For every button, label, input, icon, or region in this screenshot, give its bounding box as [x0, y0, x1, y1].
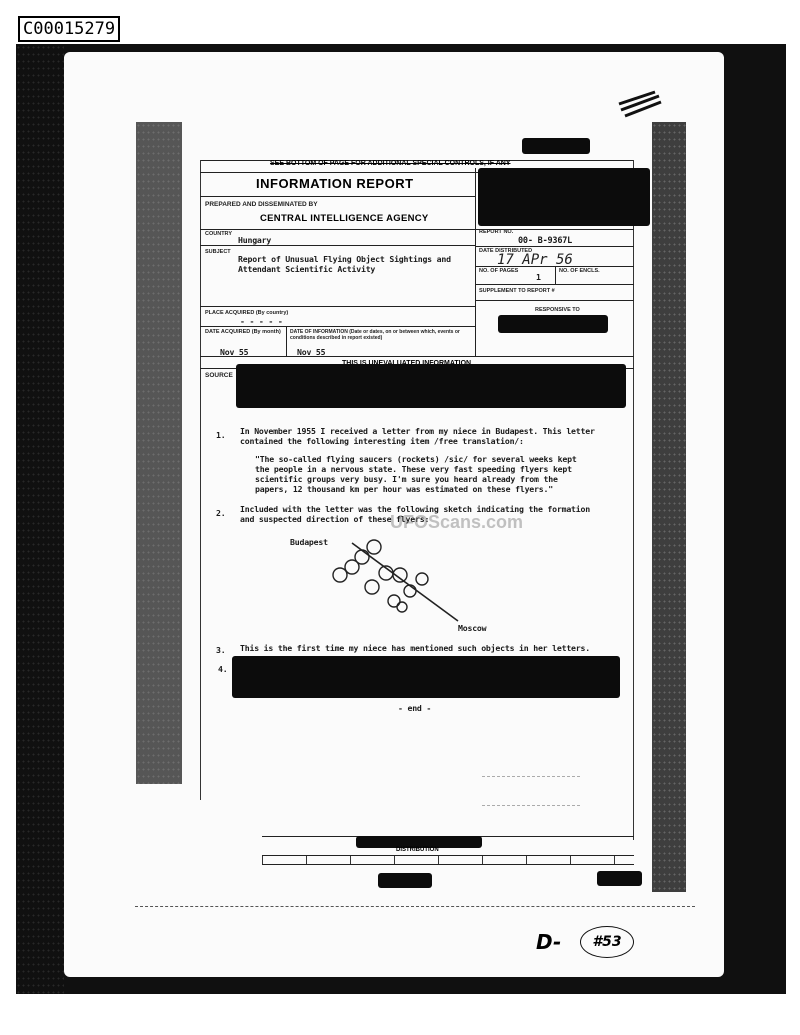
redaction-header-right	[478, 168, 650, 226]
handwritten-mark: D-	[536, 930, 562, 954]
date-distributed-value: 17 APr 56	[497, 252, 573, 268]
watermark: UFOScans.com	[390, 512, 524, 532]
scan-noise-right	[652, 122, 686, 892]
country-label: COUNTRY	[205, 231, 232, 237]
redaction-top	[522, 138, 590, 154]
place-value: - - - - -	[240, 316, 283, 326]
para-2-line-1: Included with the letter was the following sketch indicating the formation	[240, 504, 590, 514]
report-no-label: REPORT NO.	[479, 229, 514, 235]
subject-line-2: Attendant Scientific Activity	[238, 264, 376, 274]
pages-label: NO. OF PAGES	[479, 268, 519, 274]
distribution-label: DISTRIBUTION	[396, 847, 439, 853]
subject-line-1: Report of Unusual Flying Object Sightings and	[238, 254, 451, 264]
quote-line-2: the people in a nervous state. These very fast speeding flyers kept	[255, 464, 572, 474]
para-1-line-2: contained the following interesting item /free translation/:	[240, 436, 524, 446]
scan-noise-left	[136, 122, 182, 784]
date-distributed-label: DATE DISTRIBUTED	[479, 248, 533, 254]
para-1-number: 1.	[216, 430, 226, 440]
distribution-grid	[262, 856, 634, 864]
formation-sketch	[330, 535, 470, 635]
quote-line-1: "The so-called flying saucers (rockets) /sic/ for several weeks kept	[255, 454, 577, 464]
para-2-line-2: and suspected direction of these flyers:	[240, 514, 430, 524]
date-acquired-value: Nov 55	[220, 347, 249, 357]
scan-edge-left	[16, 44, 64, 994]
sketch-label-moscow: Moscow	[458, 623, 487, 633]
sketch-label-budapest: Budapest	[290, 537, 328, 547]
document-id: C00015279	[18, 16, 120, 42]
scribble-mark	[615, 88, 665, 118]
pages-value: 1	[536, 272, 541, 282]
source-label: SOURCE	[205, 372, 233, 379]
header-banner: SEE BOTTOM OF PAGE FOR ADDITIONAL SPECIAL CONTROLS, IF ANY	[270, 160, 511, 167]
para-4-number: 4.	[218, 664, 228, 674]
redaction-bottom-right	[597, 871, 642, 886]
bottom-rule	[135, 906, 695, 908]
subject-label: SUBJECT	[205, 249, 231, 255]
responsive-label: RESPONSIVE TO	[535, 307, 580, 313]
faded-stamp	[482, 776, 580, 806]
place-label: PLACE ACQUIRED (By country)	[205, 310, 289, 316]
report-no-value: 00- B-9367L	[518, 236, 573, 246]
redaction-responsive	[498, 315, 608, 333]
agency-name: CENTRAL INTELLIGENCE AGENCY	[260, 213, 429, 224]
para-3-number: 3.	[216, 645, 226, 655]
redaction-bottom-left	[378, 873, 432, 888]
quote-line-3: scientific groups very busy. I'm sure you heard already from the	[255, 474, 558, 484]
date-information-value: Nov 55	[297, 347, 326, 357]
redaction-paragraph-4	[232, 656, 620, 698]
quote-line-4: papers, 12 thousand km per hour was estimated on these flyers."	[255, 484, 553, 494]
circled-number: #53	[580, 926, 634, 958]
para-3-text: This is the first time my niece has mentioned such objects in her letters.	[240, 643, 590, 653]
date-acquired-label: DATE ACQUIRED (By month)	[205, 329, 281, 335]
supplement-label: SUPPLEMENT TO REPORT #	[479, 288, 555, 294]
date-information-label: DATE OF INFORMATION (Date or dates, on or between which, events or conditions described in report existed)	[290, 329, 460, 341]
country-value: Hungary	[238, 235, 272, 245]
prepared-label: PREPARED AND DISSEMINATED BY	[205, 201, 318, 208]
enclosures-label: NO. OF ENCLS.	[559, 268, 600, 274]
end-marker: - end -	[398, 703, 432, 713]
redaction-source	[236, 364, 626, 408]
para-2-number: 2.	[216, 508, 226, 518]
report-title: INFORMATION REPORT	[256, 176, 414, 191]
para-1-line-1: In November 1955 I received a letter from my niece in Budapest. This letter	[240, 426, 595, 436]
